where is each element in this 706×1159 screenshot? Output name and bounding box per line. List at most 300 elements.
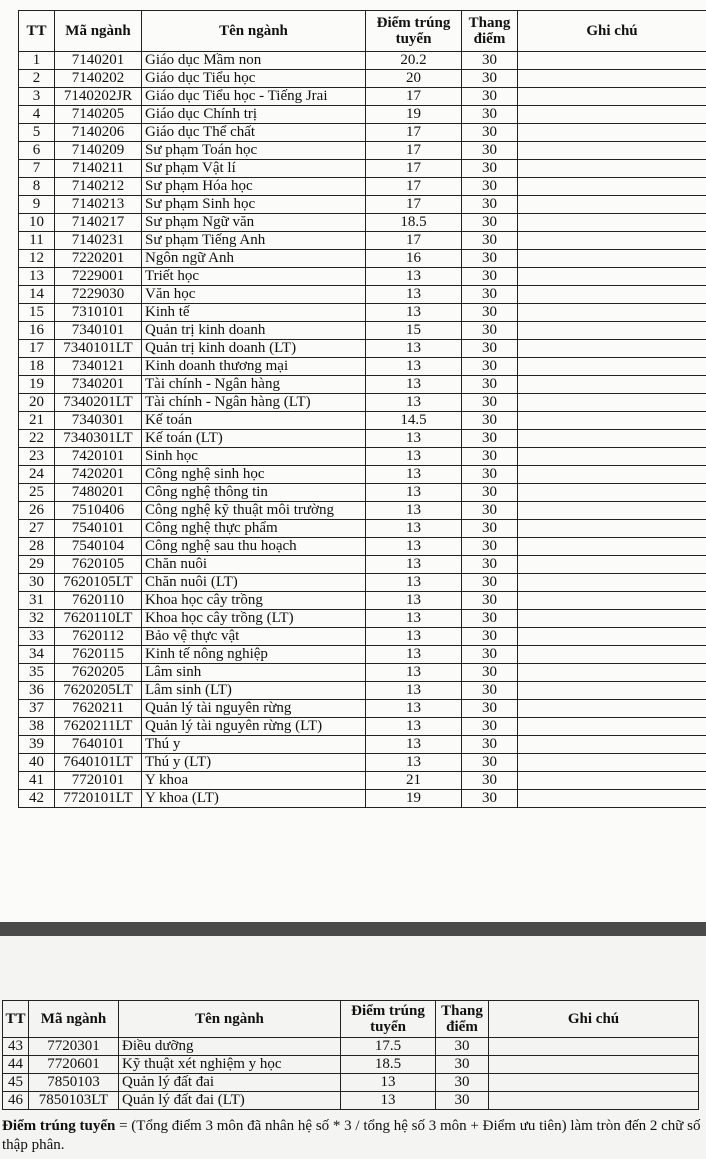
cell-tt: 12 [19,250,55,268]
footnote [2,1117,702,1155]
cell-score: 13 [366,574,462,592]
header-code: Mã ngành [55,11,142,52]
cell-scale: 30 [462,106,518,124]
cell-score: 13 [366,754,462,772]
cell-code: 7620110LT [55,610,142,628]
table-row [19,736,706,754]
cell-scale: 30 [462,322,518,340]
cell-score: 17 [366,124,462,142]
cell-tt: 1 [19,52,55,70]
table-body-part1 [19,52,706,808]
cell-note [489,1038,699,1056]
cell-note [518,448,706,466]
cell-note [518,790,706,808]
table-row [19,70,706,88]
cell-code: 7510406 [55,502,142,520]
cell-note [489,1092,699,1110]
cell-score: 13 [366,286,462,304]
cell-score: 13 [366,718,462,736]
cell-note [518,412,706,430]
cell-score: 17.5 [341,1038,436,1056]
cell-score: 13 [366,556,462,574]
cell-score: 13 [366,610,462,628]
cell-scale: 30 [462,196,518,214]
cell-scale: 30 [462,268,518,286]
cell-note [518,268,706,286]
header-note: Ghi chú [489,1001,699,1038]
table-row [19,556,706,574]
table-row [19,322,706,340]
cell-scale: 30 [462,556,518,574]
table-row [19,664,706,682]
cell-name: Lâm sinh [142,664,366,682]
cell-tt: 16 [19,322,55,340]
cell-code: 7340101LT [55,340,142,358]
cell-note [518,628,706,646]
header-name: Tên ngành [119,1001,341,1038]
cell-code: 7420201 [55,466,142,484]
cell-note [518,106,706,124]
cell-code: 7140202JR [55,88,142,106]
cell-scale: 30 [462,358,518,376]
cell-scale: 30 [462,52,518,70]
cell-note [518,646,706,664]
cell-tt: 28 [19,538,55,556]
cell-tt: 41 [19,772,55,790]
cell-score: 15 [366,322,462,340]
table-row [3,1074,699,1092]
cell-scale: 30 [462,736,518,754]
cell-score: 17 [366,232,462,250]
cell-tt: 2 [19,70,55,88]
table-row [19,412,706,430]
footnote-term: Điểm trúng tuyển [2,1118,116,1134]
cell-note [518,214,706,232]
cell-note [518,52,706,70]
cell-note [518,196,706,214]
cell-note [518,250,706,268]
cell-tt: 4 [19,106,55,124]
cell-name: Y khoa [142,772,366,790]
table-row [3,1056,699,1074]
cell-tt: 37 [19,700,55,718]
cell-name: Kinh doanh thương mại [142,358,366,376]
cell-note [518,664,706,682]
table-row [19,178,706,196]
cell-scale: 30 [462,340,518,358]
cell-note [518,304,706,322]
header-name: Tên ngành [142,11,366,52]
cell-score: 13 [366,538,462,556]
cell-score: 13 [366,520,462,538]
admission-scores-table-part2 [2,1000,699,1110]
cell-scale: 30 [436,1056,489,1074]
table-row [19,106,706,124]
table-row [19,700,706,718]
table-row [19,502,706,520]
cell-tt: 38 [19,718,55,736]
cell-tt: 14 [19,286,55,304]
cell-scale: 30 [462,88,518,106]
cell-name: Điều dưỡng [119,1038,341,1056]
cell-note [518,700,706,718]
cell-score: 13 [366,682,462,700]
cell-code: 7340201 [55,376,142,394]
cell-score: 13 [366,430,462,448]
cell-name: Văn học [142,286,366,304]
cell-score: 13 [341,1074,436,1092]
cell-code: 7480201 [55,484,142,502]
cell-name: Công nghệ thực phẩm [142,520,366,538]
cell-tt: 22 [19,430,55,448]
cell-name: Giáo dục Mầm non [142,52,366,70]
cell-note [518,232,706,250]
cell-tt: 45 [3,1074,29,1092]
table-row [19,52,706,70]
cell-name: Quản lý đất đai [119,1074,341,1092]
cell-code: 7640101LT [55,754,142,772]
table-row [19,160,706,178]
table-row [19,232,706,250]
table-row [19,682,706,700]
cell-tt: 5 [19,124,55,142]
cell-scale: 30 [436,1038,489,1056]
cell-note [518,754,706,772]
cell-note [518,124,706,142]
cell-name: Tài chính - Ngân hàng (LT) [142,394,366,412]
cell-code: 7340201LT [55,394,142,412]
cell-scale: 30 [462,448,518,466]
cell-note [518,376,706,394]
cell-scale: 30 [462,538,518,556]
cell-name: Công nghệ sinh học [142,466,366,484]
cell-scale: 30 [462,160,518,178]
cell-scale: 30 [462,592,518,610]
footnote-text: = (Tổng điểm 3 môn đã nhân hệ số * 3 / tổng hệ số 3 môn + Điểm ưu tiên) làm tròn đến 2 chữ số thập phân. [2,1118,701,1153]
cell-note [518,556,706,574]
cell-code: 7620115 [55,646,142,664]
cell-name: Kế toán [142,412,366,430]
cell-tt: 21 [19,412,55,430]
cell-score: 16 [366,250,462,268]
cell-score: 18.5 [366,214,462,232]
cell-score: 13 [366,700,462,718]
cell-tt: 9 [19,196,55,214]
cell-scale: 30 [462,682,518,700]
cell-score: 13 [366,592,462,610]
cell-note [518,322,706,340]
cell-scale: 30 [462,502,518,520]
cell-code: 7340301LT [55,430,142,448]
table-row [19,286,706,304]
cell-scale: 30 [462,232,518,250]
table-row [3,1092,699,1110]
table-row [19,394,706,412]
cell-scale: 30 [462,178,518,196]
cell-score: 20 [366,70,462,88]
cell-code: 7540101 [55,520,142,538]
cell-name: Y khoa (LT) [142,790,366,808]
cell-name: Chăn nuôi [142,556,366,574]
cell-note [489,1056,699,1074]
cell-scale: 30 [462,412,518,430]
table-row [19,358,706,376]
cell-code: 7620105LT [55,574,142,592]
cell-scale: 30 [462,520,518,538]
cell-name: Quản trị kinh doanh (LT) [142,340,366,358]
cell-score: 13 [366,448,462,466]
table-row [19,520,706,538]
header-scale: Thang điểm [462,11,518,52]
cell-score: 18.5 [341,1056,436,1074]
cell-name: Tài chính - Ngân hàng [142,376,366,394]
cell-code: 7620211LT [55,718,142,736]
cell-name: Giáo dục Tiểu học - Tiếng Jrai [142,88,366,106]
cell-tt: 8 [19,178,55,196]
cell-name: Bảo vệ thực vật [142,628,366,646]
cell-note [518,736,706,754]
cell-name: Kế toán (LT) [142,430,366,448]
cell-name: Sư phạm Tiếng Anh [142,232,366,250]
cell-code: 7140206 [55,124,142,142]
cell-scale: 30 [462,484,518,502]
cell-tt: 10 [19,214,55,232]
cell-code: 7850103 [29,1074,119,1092]
table-row [19,466,706,484]
cell-name: Sư phạm Ngữ văn [142,214,366,232]
cell-name: Giáo dục Chính trị [142,106,366,124]
table-header-row [19,11,706,52]
cell-score: 13 [366,304,462,322]
table-row [19,430,706,448]
cell-name: Quản lý tài nguyên rừng [142,700,366,718]
cell-note [518,88,706,106]
cell-code: 7340101 [55,322,142,340]
cell-name: Sư phạm Hóa học [142,178,366,196]
cell-note [518,160,706,178]
table-row [19,718,706,736]
cell-scale: 30 [462,646,518,664]
cell-name: Khoa học cây trồng [142,592,366,610]
cell-code: 7620211 [55,700,142,718]
cell-score: 13 [366,736,462,754]
cell-name: Thú y (LT) [142,754,366,772]
cell-scale: 30 [462,142,518,160]
header-tt: TT [19,11,55,52]
table-row [19,628,706,646]
header-scale: Thang điểm [436,1001,489,1038]
cell-scale: 30 [462,124,518,142]
cell-score: 13 [366,646,462,664]
cell-note [518,574,706,592]
cell-note [489,1074,699,1092]
cell-score: 19 [366,790,462,808]
cell-code: 7140231 [55,232,142,250]
cell-tt: 40 [19,754,55,772]
table-row [19,592,706,610]
cell-name: Lâm sinh (LT) [142,682,366,700]
cell-code: 7140211 [55,160,142,178]
cell-tt: 31 [19,592,55,610]
cell-code: 7140212 [55,178,142,196]
table-row [19,574,706,592]
cell-scale: 30 [462,664,518,682]
cell-name: Khoa học cây trồng (LT) [142,610,366,628]
cell-scale: 30 [462,250,518,268]
cell-name: Sư phạm Sinh học [142,196,366,214]
cell-name: Sinh học [142,448,366,466]
cell-code: 7340121 [55,358,142,376]
cell-scale: 30 [462,718,518,736]
header-note: Ghi chú [518,11,706,52]
cell-tt: 42 [19,790,55,808]
cell-code: 7720101LT [55,790,142,808]
cell-name: Ngôn ngữ Anh [142,250,366,268]
cell-name: Quản trị kinh doanh [142,322,366,340]
cell-tt: 23 [19,448,55,466]
cell-score: 13 [341,1092,436,1110]
page-separator [0,922,706,936]
cell-score: 13 [366,664,462,682]
table-row [19,268,706,286]
cell-name: Quản lý tài nguyên rừng (LT) [142,718,366,736]
cell-tt: 17 [19,340,55,358]
cell-scale: 30 [462,574,518,592]
cell-code: 7340301 [55,412,142,430]
header-score: Điểm trúng tuyển [341,1001,436,1038]
cell-code: 7229030 [55,286,142,304]
header-score: Điểm trúng tuyển [366,11,462,52]
cell-code: 7620105 [55,556,142,574]
cell-note [518,358,706,376]
cell-tt: 30 [19,574,55,592]
admission-scores-table-part1 [18,10,706,808]
cell-note [518,70,706,88]
cell-note [518,466,706,484]
table-row [19,340,706,358]
cell-tt: 24 [19,466,55,484]
cell-code: 7620205 [55,664,142,682]
table-row [3,1038,699,1056]
table-row [19,538,706,556]
cell-tt: 46 [3,1092,29,1110]
cell-scale: 30 [462,70,518,88]
cell-note [518,502,706,520]
cell-note [518,520,706,538]
cell-scale: 30 [462,790,518,808]
cell-tt: 39 [19,736,55,754]
cell-name: Quản lý đất đai (LT) [119,1092,341,1110]
table-row [19,754,706,772]
cell-code: 7720601 [29,1056,119,1074]
cell-code: 7140202 [55,70,142,88]
cell-note [518,484,706,502]
cell-code: 7140201 [55,52,142,70]
cell-tt: 25 [19,484,55,502]
table-row [19,610,706,628]
cell-score: 13 [366,628,462,646]
cell-scale: 30 [462,628,518,646]
cell-code: 7850103LT [29,1092,119,1110]
table-row [19,646,706,664]
cell-code: 7140217 [55,214,142,232]
header-tt: TT [3,1001,29,1038]
cell-tt: 29 [19,556,55,574]
cell-code: 7229001 [55,268,142,286]
cell-tt: 19 [19,376,55,394]
cell-note [518,178,706,196]
cell-tt: 26 [19,502,55,520]
cell-tt: 20 [19,394,55,412]
cell-code: 7720301 [29,1038,119,1056]
cell-code: 7310101 [55,304,142,322]
cell-name: Công nghệ thông tin [142,484,366,502]
table-row [19,214,706,232]
cell-scale: 30 [462,610,518,628]
cell-name: Công nghệ kỹ thuật môi trường [142,502,366,520]
cell-scale: 30 [462,754,518,772]
cell-note [518,538,706,556]
cell-name: Sư phạm Toán học [142,142,366,160]
table-body-part2 [3,1038,699,1110]
cell-name: Chăn nuôi (LT) [142,574,366,592]
cell-tt: 27 [19,520,55,538]
cell-code: 7140213 [55,196,142,214]
cell-code: 7140209 [55,142,142,160]
cell-scale: 30 [436,1092,489,1110]
table-row [19,484,706,502]
cell-scale: 30 [462,286,518,304]
cell-name: Công nghệ sau thu hoạch [142,538,366,556]
cell-score: 13 [366,358,462,376]
cell-note [518,592,706,610]
table-row [19,772,706,790]
table-row [19,88,706,106]
cell-score: 17 [366,178,462,196]
cell-score: 19 [366,106,462,124]
cell-name: Sư phạm Vật lí [142,160,366,178]
cell-name: Giáo dục Thể chất [142,124,366,142]
cell-tt: 6 [19,142,55,160]
cell-scale: 30 [462,394,518,412]
cell-note [518,682,706,700]
cell-code: 7620110 [55,592,142,610]
cell-score: 21 [366,772,462,790]
cell-score: 13 [366,394,462,412]
cell-score: 13 [366,268,462,286]
cell-scale: 30 [462,700,518,718]
cell-note [518,610,706,628]
cell-tt: 35 [19,664,55,682]
cell-tt: 34 [19,646,55,664]
cell-score: 13 [366,376,462,394]
cell-code: 7540104 [55,538,142,556]
cell-code: 7640101 [55,736,142,754]
cell-score: 17 [366,88,462,106]
cell-scale: 30 [436,1074,489,1092]
cell-tt: 43 [3,1038,29,1056]
cell-tt: 15 [19,304,55,322]
table-row [19,124,706,142]
cell-note [518,772,706,790]
table-row [19,142,706,160]
cell-name: Thú y [142,736,366,754]
table-row [19,448,706,466]
table-header-row [3,1001,699,1038]
cell-scale: 30 [462,430,518,448]
cell-scale: 30 [462,376,518,394]
cell-code: 7140205 [55,106,142,124]
